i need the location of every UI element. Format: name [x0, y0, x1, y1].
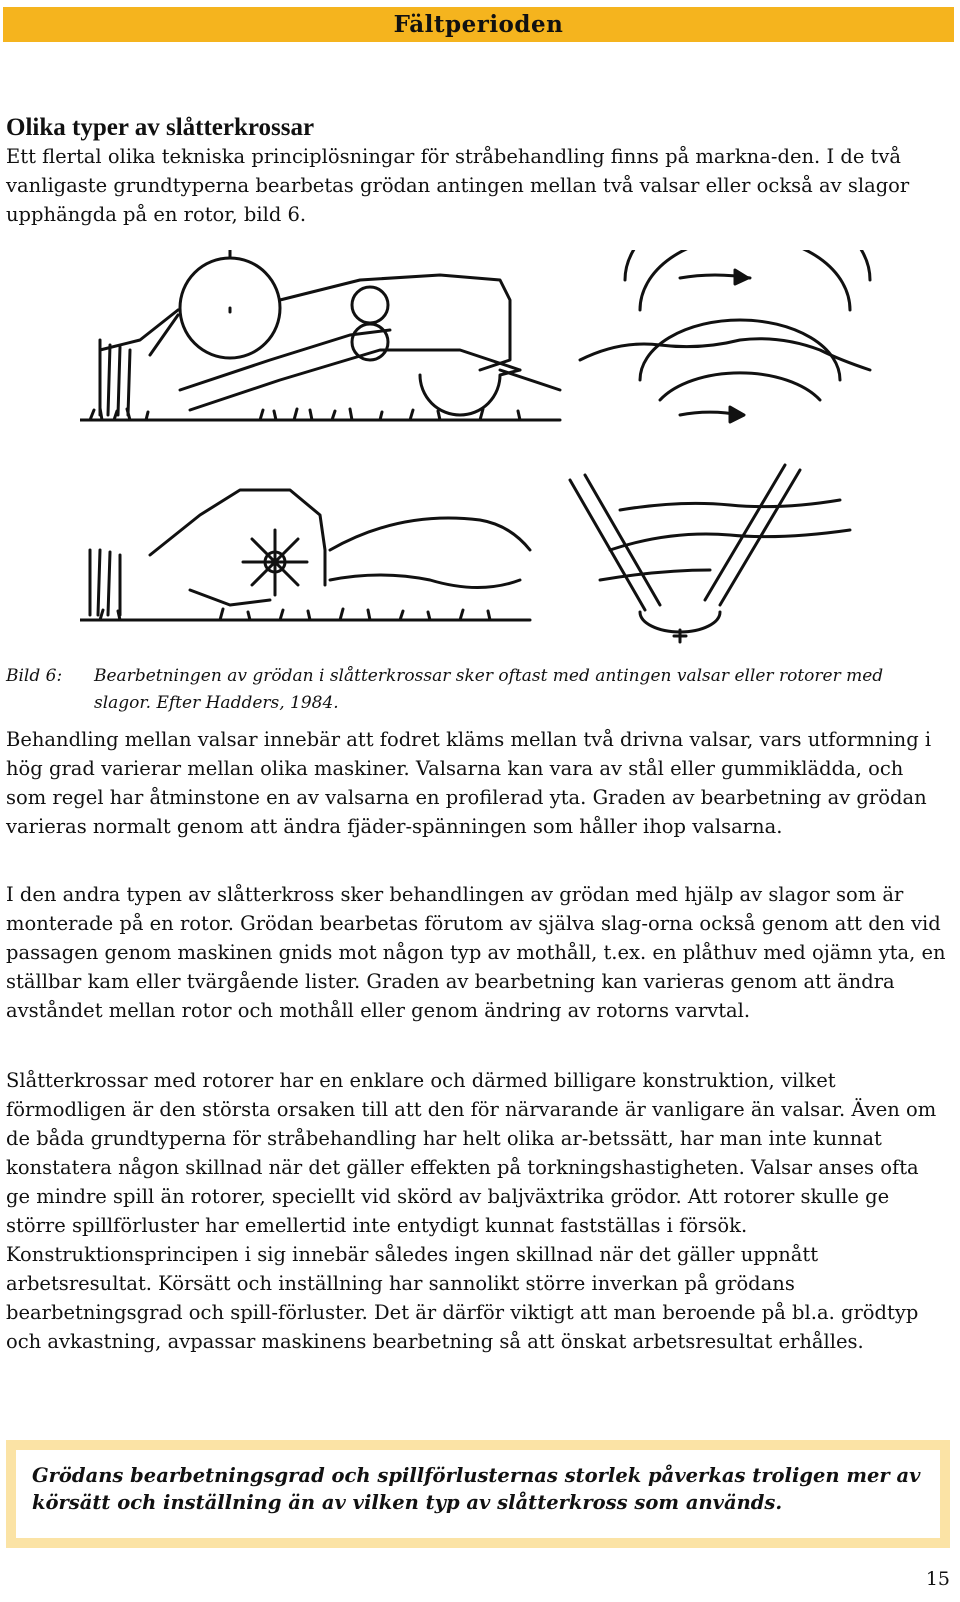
roller-detail-drawing — [580, 250, 870, 422]
callout-inner — [16, 1450, 940, 1538]
intro-paragraph: Ett flertal olika tekniska principlösningar för stråbehandling finns på markna-den. I de två vanligaste grundtyperna bearbetas grödan antingen mellan två valsar eller också av slagor upphängda på en rotor, bild 6. — [6, 145, 910, 226]
callout-box — [6, 1440, 950, 1548]
section-title: Olika typer av slåtterkrossar — [6, 114, 315, 141]
header-title: Fältperioden — [393, 11, 564, 38]
caption-label: Bild 6: — [6, 666, 63, 686]
page-number: 15 — [925, 1568, 950, 1590]
callout-text: Grödans bearbetningsgrad och spillförlusternas storlek påverkas troligen mer av körsätt och inställning än av vilken typ av slåtterkross som används. — [32, 1464, 921, 1514]
rotor-flail-drawing — [80, 490, 530, 620]
roller-conditioner-drawing — [80, 250, 560, 420]
rotor-paragraph: I den andra typen av slåtterkross sker behandlingen av grödan med hjälp av slagor som är monterade på en rotor. Grödan bearbetas förutom av själva slag-orna också genom att den vid passagen genom maskinen gnids mot någon typ av mothåll, t.ex. en plåthuv med ojämn yta, en ställbar kam eller tvärgående lister. Graden av bearbetning kan varieras genom att ändra avståndet mellan rotor och mothåll eller genom ändring av rotorns varvtal. — [6, 883, 946, 1022]
section-header-bar — [3, 7, 954, 42]
comparison-paragraph: Slåtterkrossar med rotorer har en enklare och därmed billigare konstruktion, vilket förmodligen är den största orsaken till att den för närvarande är vanligare än valsar. Även om de båda grundtyperna för stråbehandling har helt olika ar-betssätt, har man inte kunnat konstatera någon skillnad när det gäller effekten på torkningshastigheten. Valsar anses ofta ge mindre spill än rotorer, speciellt vid skörd av baljväxtrika grödor. Att rotorer skulle ge större spillförluster har emellertid inte entydigt kunnat fastställas i försök. Konstruktionsprincipen i sig innebär således ingen skillnad när det gäller uppnått arbetsresultat. Körsätt och inställning har sannolikt större inverkan på grödans bearbetningsgrad och spill-förluster. Det är därför viktigt att man beroende på bl.a. grödtyp och avkastning, avpassar maskinens bearbetning så att önskat arbetsresultat erhålles. — [6, 1069, 937, 1353]
caption-text: Bearbetningen av grödan i slåtterkrossar sker oftast med antingen valsar eller rotorer med slagor. Efter Hadders, 1984. — [94, 666, 884, 713]
roller-paragraph: Behandling mellan valsar innebär att fodret kläms mellan två drivna valsar, vars utformning i hög grad varierar mellan olika maskiner. Valsarna kan vara av stål eller gummiklädda, och som regel har åtminstone en av valsarna en profilerad yta. Graden av bearbetning av grödan varieras normalt genom att ändra fjäder-spänningen som håller ihop valsarna. — [6, 728, 932, 838]
machine-illustration — [80, 250, 960, 645]
flail-arms-drawing — [570, 465, 850, 642]
